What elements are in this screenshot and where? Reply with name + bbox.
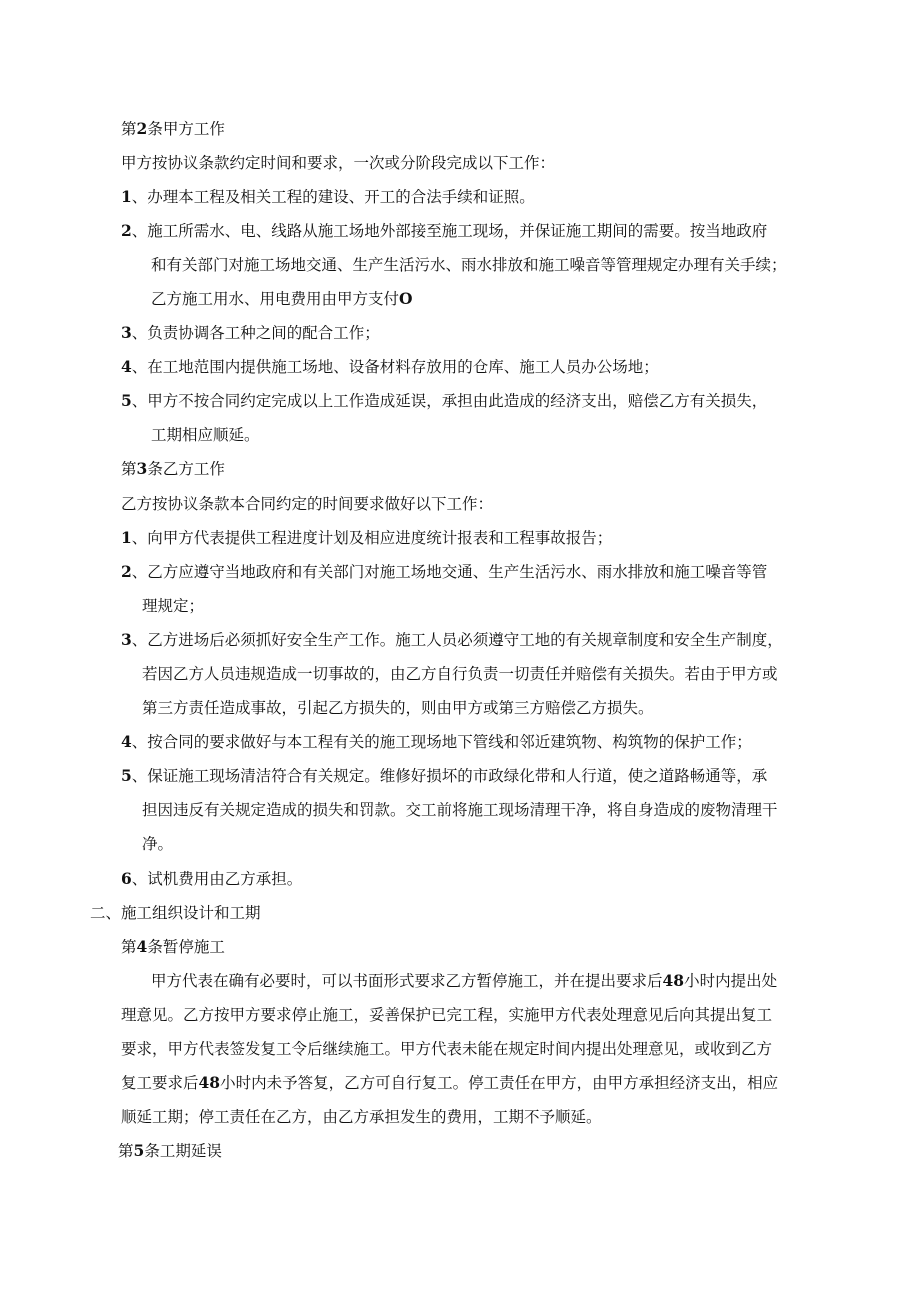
article-2-item-2-line-2: 和有关部门对施工场地交通、生产生活污水、雨水排放和施工噪音等管理规定办理有关手续； — [151, 256, 787, 274]
article-2-title: 第2条甲方工作 — [121, 119, 225, 138]
article-3-item-1: 1、向甲方代表提供工程进度计划及相应进度统计报表和工程事故报告； — [121, 528, 613, 547]
article-4-title: 第4条暂停施工 — [121, 937, 225, 956]
article-2-item-4: 4、在工地范围内提供施工场地、设备材料存放用的仓库、施工人员办公场地； — [121, 357, 659, 376]
article-2-item-2: 2、施工所需水、电、线路从施工场地外部接至施工现场，并保证施工期间的需要。按当地政府 — [121, 221, 768, 240]
article-4-para-line-4: 复工要求后48小时内未予答复，乙方可自行复工。停工责任在甲方，由甲方承担经济支出，相应 — [121, 1073, 779, 1092]
article-3-item-5-line-3: 净。 — [142, 835, 174, 853]
article-3-item-2-line-2: 理规定； — [142, 597, 205, 615]
article-3-item-3: 3、乙方进场后必须抓好安全生产工作。施工人员必须遵守工地的有关规章制度和安全生产制度， — [121, 630, 783, 649]
article-3-item-3-line-3: 第三方责任造成事故，引起乙方损失的，则由甲方或第三方赔偿乙方损失。 — [142, 699, 654, 717]
article-3-item-2: 2、乙方应遵守当地政府和有关部门对施工场地交通、生产生活污水、雨水排放和施工噪音等管 — [121, 562, 768, 581]
article-2-item-5: 5、甲方不按合同约定完成以上工作造成延误，承担由此造成的经济支出，赔偿乙方有关损失， — [121, 391, 768, 410]
article-4-para-line-2: 理意见。乙方按甲方要求停止施工，妥善保护已完工程，实施甲方代表处理意见后向其提出复工 — [121, 1006, 773, 1024]
article-4-para-line-5: 顺延工期；停工责任在乙方，由乙方承担发生的费用，工期不予顺延。 — [121, 1108, 602, 1126]
section-2-heading: 二、施工组织设计和工期 — [90, 904, 261, 922]
article-3-item-4: 4、按合同的要求做好与本工程有关的施工现场地下管线和邻近建筑物、构筑物的保护工作； — [121, 732, 752, 751]
article-4-para-line-1: 甲方代表在确有必要时，可以书面形式要求乙方暂停施工，并在提出要求后48小时内提出处 — [151, 971, 778, 990]
article-3-title: 第3条乙方工作 — [121, 459, 225, 478]
article-3-item-5: 5、保证施工现场清洁符合有关规定。维修好损坏的市政绿化带和人行道，使之道路畅通等，承 — [121, 766, 768, 785]
article-2-item-1: 1、办理本工程及相关工程的建设、开工的合法手续和证照。 — [121, 187, 535, 206]
article-4-para-line-3: 要求，甲方代表签发复工令后继续施工。甲方代表未能在规定时间内提出处理意见，或收到乙方 — [121, 1040, 773, 1058]
article-2-item-3: 3、负责协调各工种之间的配合工作； — [121, 323, 380, 342]
article-2-item-2-line-3: 乙方施工用水、用电费用由甲方支付O — [151, 289, 413, 308]
article-3-intro: 乙方按协议条款本合同约定的时间要求做好以下工作： — [121, 495, 494, 513]
article-3-item-3-line-2: 若因乙方人员违规造成一切事故的，由乙方自行负责一切责任并赔偿有关损失。若由于甲方或 — [142, 665, 778, 683]
article-3-item-5-line-2: 担因违反有关规定造成的损失和罚款。交工前将施工现场清理干净，将自身造成的废物清理干 — [142, 801, 778, 819]
article-2-intro: 甲方按协议条款约定时间和要求，一次或分阶段完成以下工作： — [121, 154, 556, 172]
article-2-item-5-line-2: 工期相应顺延。 — [151, 426, 260, 444]
article-3-item-6: 6、试机费用由乙方承担。 — [121, 869, 303, 888]
article-5-title: 第5条工期延误 — [118, 1141, 222, 1160]
